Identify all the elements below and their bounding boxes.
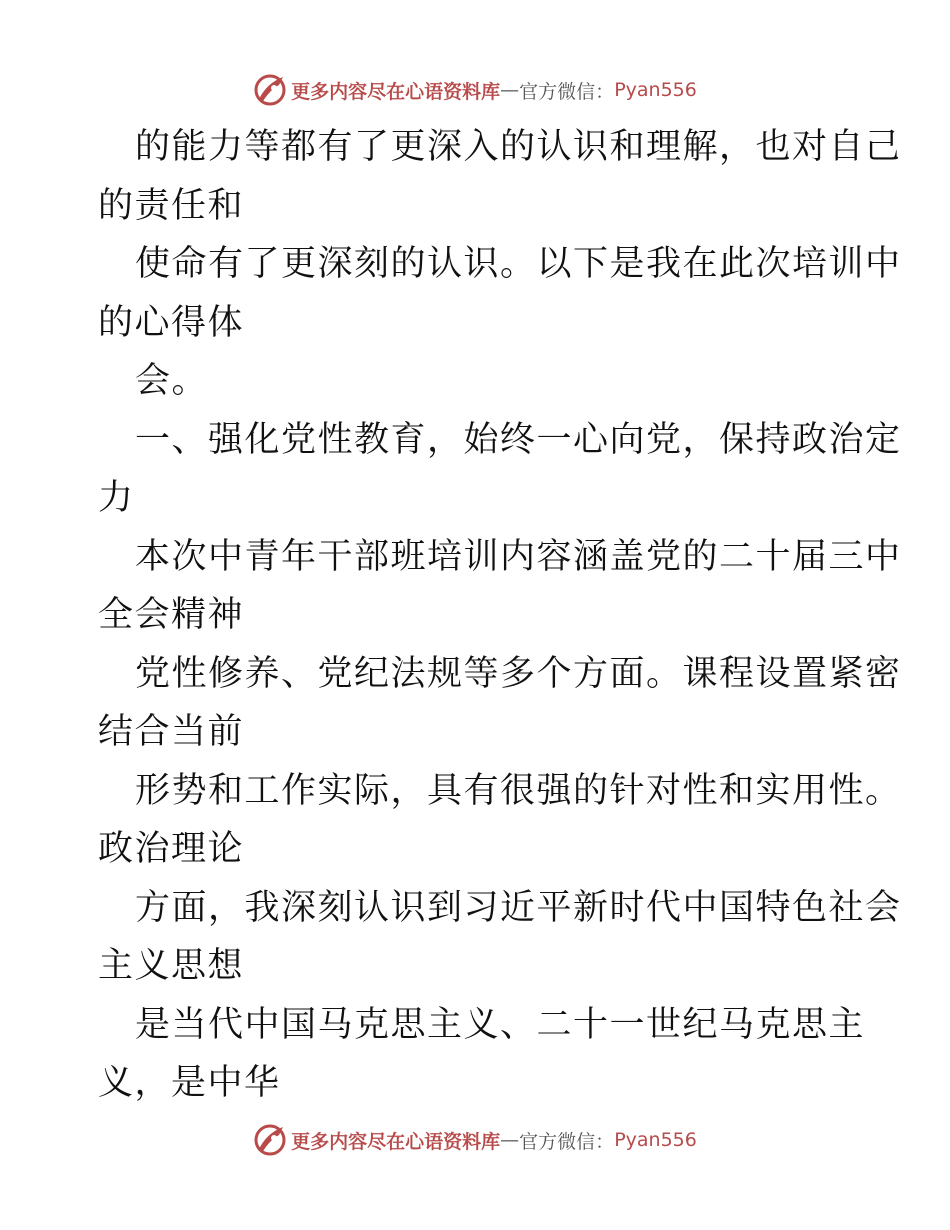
- body-line: 形势和工作实际，具有很强的针对性和实用性。: [135, 770, 902, 811]
- body-line: 政治理论: [98, 829, 245, 869]
- body-line: 结合当前: [98, 712, 245, 752]
- section-heading-line: 一、强化党性教育，始终一心向党，保持政治定: [135, 419, 902, 460]
- body-line: 党性修养、党纪法规等多个方面。课程设置紧密: [135, 653, 902, 694]
- body-line: 是当代中国马克思主义、二十一世纪马克思主: [135, 1004, 866, 1045]
- body-line: 使命有了更深刻的认识。以下是我在此次培训中: [135, 244, 902, 284]
- footer-banner-dash: —: [500, 1129, 520, 1151]
- body-line: 义，是中华: [98, 1063, 281, 1103]
- header-banner-dash: —: [500, 79, 520, 101]
- body-line: 会。: [135, 361, 209, 401]
- body-line: 方面，我深刻认识到习近平新时代中国特色社会: [135, 887, 902, 928]
- footer-wechat-label: 官方微信：: [519, 1130, 615, 1153]
- section-heading-line: 力: [98, 478, 135, 518]
- footer-banner-text: 更多内容尽在心语资料库: [291, 1130, 501, 1153]
- body-line: 的责任和: [98, 185, 245, 226]
- header-banner: [0, 70, 950, 110]
- body-line: 的能力等都有了更深入的认识和理解，也对自己: [135, 127, 902, 167]
- header-banner-text: 更多内容尽在心语资料库: [291, 80, 501, 103]
- body-line: 的心得体: [98, 302, 245, 343]
- document-body: [98, 118, 902, 1113]
- header-wechat-label: 官方微信：: [519, 80, 615, 103]
- pen-logo-icon: [253, 1123, 287, 1157]
- footer-wechat-id: Pyan556: [614, 1129, 697, 1151]
- header-wechat-id: Pyan556: [614, 79, 697, 101]
- body-line: 本次中青年干部班培训内容涵盖党的二十届三中: [135, 536, 902, 577]
- body-line: 主义思想: [98, 946, 245, 986]
- body-line: 全会精神: [98, 595, 245, 635]
- footer-banner: [0, 1120, 950, 1160]
- pen-logo-icon: [253, 73, 287, 107]
